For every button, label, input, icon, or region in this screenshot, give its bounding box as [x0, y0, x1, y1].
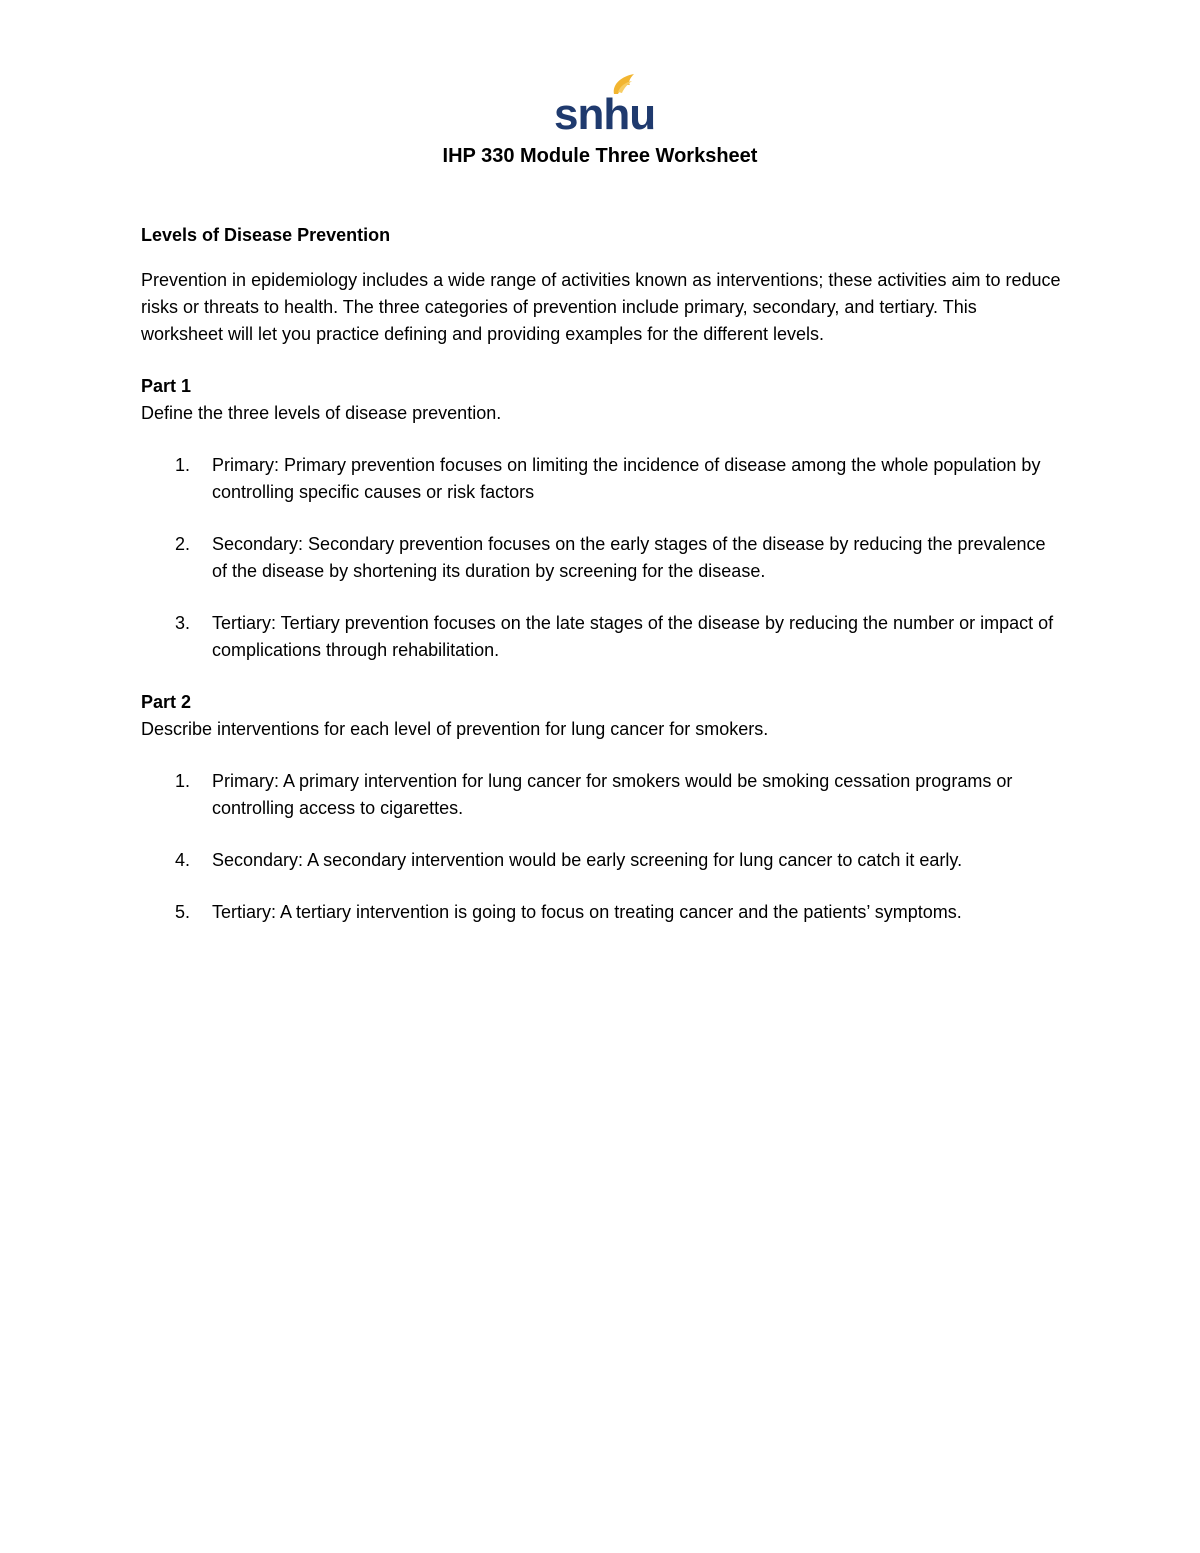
list-item-text: Tertiary: A tertiary intervention is going to focus on treating cancer and the patients’ symptoms.	[212, 902, 962, 922]
list-item	[141, 452, 1061, 506]
list-number: 5.	[175, 902, 191, 922]
part-2-heading: Part 2	[141, 692, 192, 712]
part-1-list	[141, 452, 1061, 664]
list-number: 4.	[175, 850, 191, 870]
list-item-text: Primary: A primary intervention for lung cancer for smokers would be smoking cessation programs or controlling access to cigarettes.	[212, 771, 1013, 818]
part-2-instruction: Describe interventions for each level of prevention for lung cancer for smokers.	[141, 719, 769, 739]
list-item-text: Primary: Primary prevention focuses on limiting the incidence of disease among the whole population by controlling specific causes or risk factors	[212, 455, 1041, 502]
list-item-text: Secondary: Secondary prevention focuses on the early stages of the disease by reducing the prevalence of the disease by shortening its duration by screening for the disease.	[212, 534, 1046, 581]
part-1-heading: Part 1	[141, 376, 192, 396]
snhu-logo	[552, 72, 656, 139]
page-title: IHP 330 Module Three Worksheet	[442, 145, 758, 167]
list-number: 1.	[175, 771, 191, 791]
list-item-text: Tertiary: Tertiary prevention focuses on the late stages of the disease by reducing the number or impact of complications through rehabilitation.	[212, 613, 1054, 660]
list-item	[141, 610, 1061, 664]
list-item-text: Secondary: A secondary intervention would be early screening for lung cancer to catch it early.	[212, 850, 963, 870]
logo-wordmark: snhu	[554, 90, 656, 139]
part-2-list	[141, 768, 1061, 926]
list-number: 2.	[175, 534, 191, 554]
document-body	[141, 222, 1061, 926]
snhu-logo-mark	[552, 72, 656, 139]
list-item	[141, 531, 1061, 585]
list-number: 1.	[175, 455, 191, 475]
list-item	[141, 847, 1061, 874]
section-heading: Levels of Disease Prevention	[141, 225, 391, 245]
list-item	[141, 768, 1061, 822]
list-item	[141, 899, 1061, 926]
intro-paragraph: Prevention in epidemiology includes a wide range of activities known as interventions; these activities aim to reduce risks or threats to health. The three categories of prevention include primary, secondary, and tertiary. This worksheet will let you practice defining and providing examples for the different levels.	[141, 270, 1061, 344]
list-number: 3.	[175, 613, 191, 633]
part-1-instruction: Define the three levels of disease prevention.	[141, 403, 502, 423]
